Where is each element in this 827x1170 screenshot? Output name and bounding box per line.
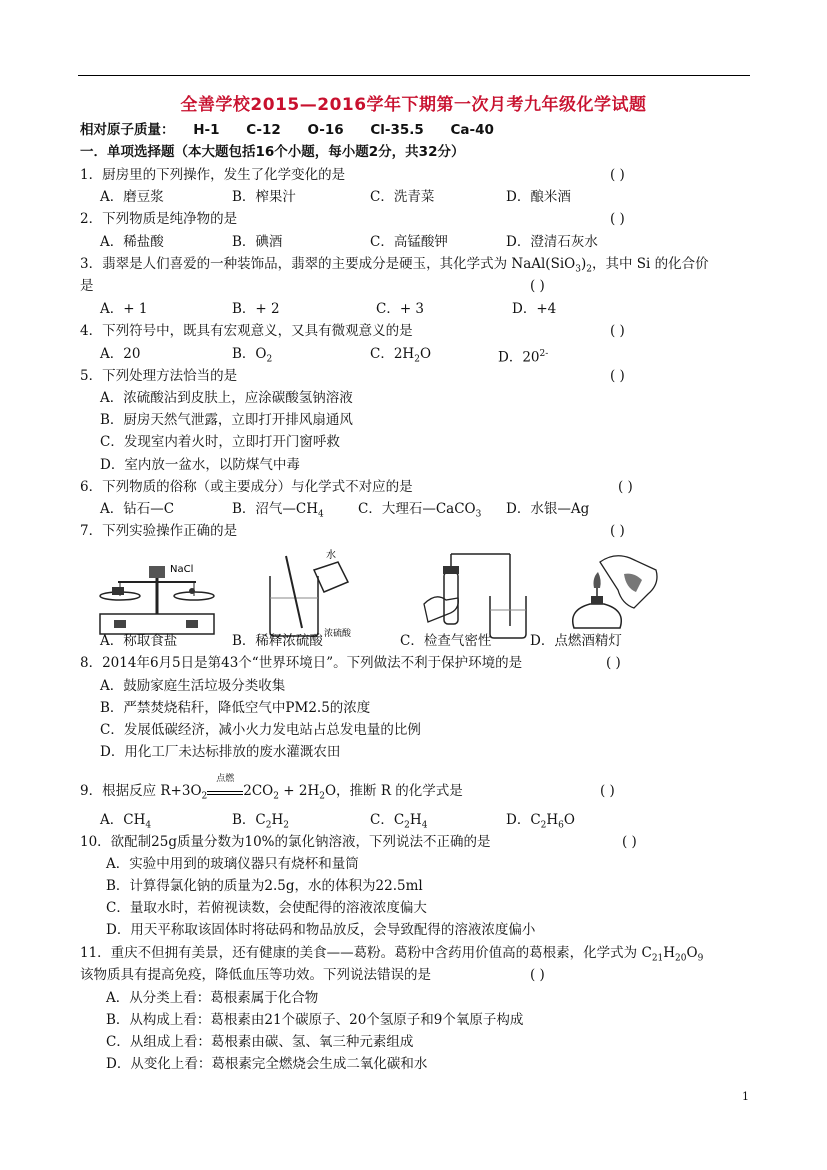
q10-stem: 10．欲配制25g质量分数为10%的氯化钠溶液，下列说法不正确的是 — [80, 834, 491, 850]
q4-option-c[interactable]: C．$2H_2O$ — [370, 346, 432, 365]
q11-option-c[interactable]: C．从组成上看：葛根素由碳、氢、氧三种元素组成 — [106, 1034, 414, 1050]
page-title: 全善学校2015—2016学年下期第一次月考九年级化学试题 — [180, 95, 647, 115]
q10-answer-paren[interactable]: ( ) — [622, 834, 637, 850]
q2-option-c[interactable]: C．高锰酸钾 — [370, 234, 448, 250]
q8-option-d[interactable]: D．用化工厂未达标排放的废水灌溉农田 — [100, 744, 341, 760]
reaction-condition: 点燃 — [216, 774, 235, 784]
q9-option-b[interactable]: B．$C_2H_2$ — [232, 812, 289, 831]
q11-option-b[interactable]: B．从构成上看：葛根素由21个碳原子、20个氢原子和9个氧原子构成 — [106, 1012, 524, 1028]
q3-option-c[interactable]: C．+ 3 — [376, 301, 425, 317]
q3-option-b[interactable]: B．+ 2 — [232, 301, 280, 317]
q4-answer-paren[interactable]: ( ) — [610, 323, 625, 339]
q5-stem: 5．下列处理方法恰当的是 — [80, 368, 238, 384]
q5-option-d[interactable]: D．室内放一盆水，以防煤气中毒 — [100, 457, 300, 473]
q7-option-c[interactable]: C．检查气密性 — [400, 633, 492, 649]
q11-stem-cont: 该物质具有提高免疫，降低血压等功效。下列说法错误的是 — [80, 967, 431, 983]
acid-label: 浓硫酸 — [324, 629, 352, 639]
q8-answer-paren[interactable]: ( ) — [606, 655, 621, 671]
q8-option-c[interactable]: C．发展低碳经济，减小火力发电站占总发电量的比例 — [100, 722, 421, 738]
atomic-mass-ca: Ca-40 — [450, 122, 494, 138]
q6-stem: 6．下列物质的俗称（或主要成分）与化学式不对应的是 — [80, 479, 413, 495]
q2-option-d[interactable]: D．澄清石灰水 — [506, 234, 598, 250]
atomic-mass-o: O-16 — [307, 122, 344, 138]
airtightness-figure — [418, 548, 528, 640]
q10-option-c[interactable]: C．量取水时，若俯视读数，会使配得的溶液浓度偏大 — [106, 900, 427, 916]
atomic-mass-c: C-12 — [246, 122, 281, 138]
q2-stem: 2．下列物质是纯净物的是 — [80, 211, 238, 227]
q8-option-a[interactable]: A．鼓励家庭生活垃圾分类收集 — [100, 678, 286, 694]
atomic-mass-line — [80, 121, 494, 139]
q7-stem: 7．下列实验操作正确的是 — [80, 523, 238, 539]
q8-stem: 8．2014年6月5日是第43个“世界环境日”。下列做法不利于保护环境的是 — [80, 655, 523, 671]
q9-option-a[interactable]: A．$CH_4$ — [100, 812, 152, 831]
q5-option-a[interactable]: A．浓硫酸沾到皮肤上，应涂碳酸氢钠溶液 — [100, 390, 353, 406]
q3-answer-paren[interactable]: ( ) — [530, 278, 545, 294]
section-heading: 一．单项选择题（本大题包括16个小题，每小题2分，共32分） — [80, 144, 465, 160]
q10-option-d[interactable]: D．用天平称取该固体时将砝码和物品放反，会导致配得的溶液浓度偏小 — [106, 922, 536, 938]
q9-option-d[interactable]: D．$C_2H_6O$ — [506, 812, 575, 831]
q5-option-c[interactable]: C．发现室内着火时，立即打开门窗呼救 — [100, 434, 340, 450]
q3-option-a[interactable]: A．+ 1 — [100, 301, 148, 317]
q10-option-a[interactable]: A．实验中用到的玻璃仪器只有烧杯和量筒 — [106, 856, 359, 872]
q9-answer-paren[interactable]: ( ) — [600, 783, 615, 799]
q3-stem: 3．翡翠是人们喜爱的一种装饰品，翡翠的主要成分是硬玉，其化学式为 $NaAl(SiO_3)_2$，其中 Si 的化合价 — [80, 256, 709, 275]
q5-option-b[interactable]: B．厨房天然气泄露，立即打开排风扇通风 — [100, 412, 353, 428]
balance-scale-figure — [94, 556, 220, 640]
q4-option-b[interactable]: B．$O_2$ — [232, 346, 273, 365]
atomic-mass-label: 相对原子质量： — [80, 122, 175, 138]
q3-option-d[interactable]: D．+4 — [512, 301, 557, 317]
q2-option-a[interactable]: A．稀盐酸 — [100, 234, 164, 250]
q2-answer-paren[interactable]: ( ) — [610, 211, 625, 227]
q6-option-b[interactable]: B．沼气$—CH_4$ — [232, 501, 324, 520]
q6-option-d[interactable]: D．水银—Ag — [506, 501, 590, 517]
alcohol-lamp-figure — [560, 548, 664, 640]
q7-answer-paren[interactable]: ( ) — [610, 523, 625, 539]
q11-stem: 11．重庆不但拥有美景，还有健康的美食——葛粉。葛粉中含药用价值高的葛根素，化学式为 $C_{21}H_{20}O_9$ — [80, 945, 704, 964]
q6-option-a[interactable]: A．钻石—C — [100, 501, 175, 517]
q9-stem: 9．根据反应 $R+3O_2$ 点燃 $2CO_2 + 2H_2O$，推断 R 的化学式是 — [80, 782, 463, 806]
q1-option-d[interactable]: D．酿米酒 — [506, 189, 571, 205]
q11-answer-paren[interactable]: ( ) — [530, 967, 545, 983]
q1-option-b[interactable]: B．榨果汁 — [232, 189, 296, 205]
q1-option-c[interactable]: C．洗青菜 — [370, 189, 435, 205]
atomic-mass-cl: Cl-35.5 — [370, 122, 424, 138]
q6-option-c[interactable]: C．大理石—CaCO$_3$ — [358, 501, 482, 520]
q4-option-d[interactable]: D．$20^{2-}$ — [498, 349, 549, 366]
q7-option-d[interactable]: D．点燃酒精灯 — [530, 633, 622, 649]
q11-option-a[interactable]: A．从分类上看：葛根素属于化合物 — [106, 990, 319, 1006]
q10-option-b[interactable]: B．计算得氯化钠的质量为2.5g，水的体积为22.5ml — [106, 878, 423, 894]
q8-option-b[interactable]: B．严禁焚烧秸秆，降低空气中PM2.5的浓度 — [100, 700, 371, 716]
q6-answer-paren[interactable]: ( ) — [618, 479, 633, 495]
atomic-mass-h: H-1 — [193, 122, 220, 138]
q7-option-b[interactable]: B．稀释浓硫酸 — [232, 633, 323, 649]
page-number: 1 — [742, 1090, 749, 1103]
dilution-figure — [250, 548, 370, 640]
q4-stem: 4．下列符号中，既具有宏观意义，又具有微观意义的是 — [80, 323, 413, 339]
q11-option-d[interactable]: D．从变化上看：葛根素完全燃烧会生成二氧化碳和水 — [106, 1056, 428, 1072]
q1-answer-paren[interactable]: ( ) — [610, 167, 625, 183]
q7-option-a[interactable]: A．称取食盐 — [100, 633, 178, 649]
q9-option-c[interactable]: C．$C_2H_4$ — [370, 812, 428, 831]
q1-option-a[interactable]: A．磨豆浆 — [100, 189, 164, 205]
header-rule — [78, 75, 750, 76]
nacl-label: NaCl — [170, 564, 194, 575]
q4-option-a[interactable]: A．20 — [100, 346, 141, 362]
q1-stem: 1．厨房里的下列操作，发生了化学变化的是 — [80, 167, 346, 183]
water-label: 水 — [326, 550, 336, 561]
q2-option-b[interactable]: B．碘酒 — [232, 234, 283, 250]
q3-stem-cont: 是 — [80, 278, 94, 294]
q5-answer-paren[interactable]: ( ) — [610, 368, 625, 384]
